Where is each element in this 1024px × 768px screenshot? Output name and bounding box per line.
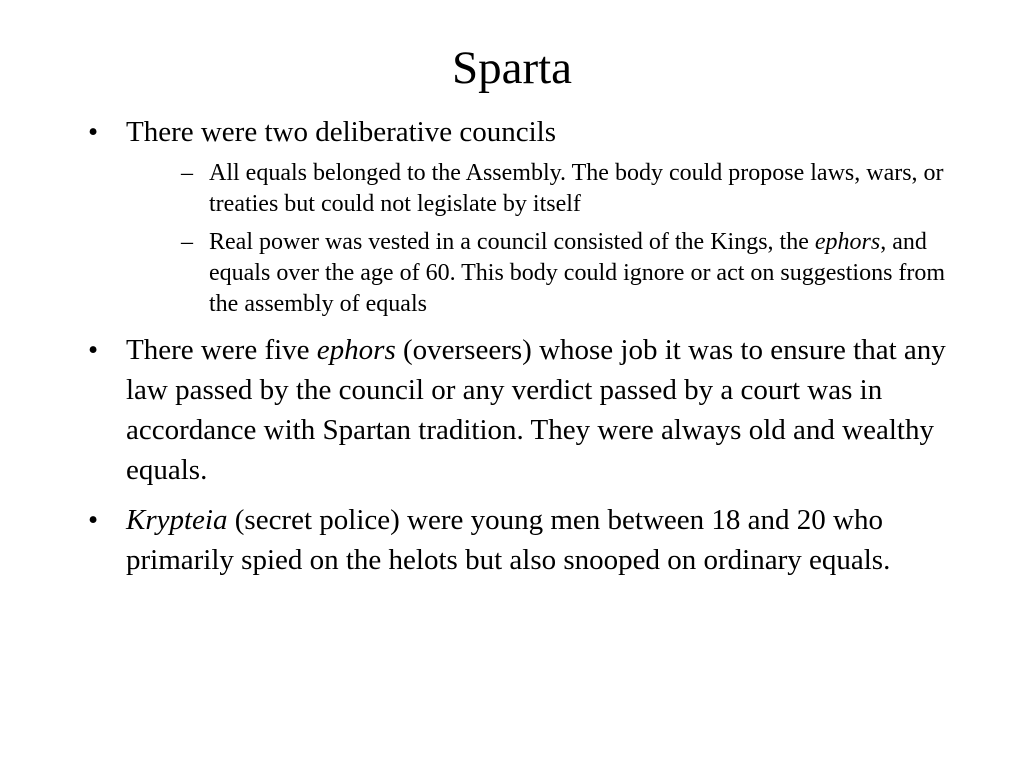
- slide-body: [88, 112, 968, 590]
- sub-bullet-marker: –: [181, 229, 193, 255]
- slide-title: Sparta: [451, 42, 573, 94]
- sub-bullet-text-pre: Real power was vested in a council consisted of the Kings, the: [209, 229, 815, 255]
- bullet-item: [88, 112, 968, 320]
- bullet-text: There were two deliberative councils: [126, 116, 556, 148]
- bullet-text-italic: ephors: [316, 334, 396, 366]
- bullet-item: [88, 330, 968, 490]
- bullet-text-pre: There were five: [126, 334, 317, 366]
- sub-bullet-marker: –: [181, 160, 193, 186]
- bullet-text-italic: Krypteia: [126, 504, 228, 536]
- sub-bullet-text-post: , and equals over the age of 60. This body could ignore or act on suggestions from the assembly of equals: [209, 229, 946, 317]
- bullet-marker: •: [88, 334, 99, 366]
- sub-bullet-item: [126, 158, 968, 220]
- bullet-text-post: (secret police) were young men between 18 and 20 who primarily spied on the helots but also snooped on ordinary equals.: [126, 504, 891, 576]
- bullet-marker: •: [88, 504, 99, 536]
- sub-bullet-text: All equals belonged to the Assembly. The body could propose laws, wars, or treaties but could not legislate by itself: [209, 160, 944, 217]
- sub-list: [126, 158, 968, 320]
- sub-bullet-text-italic: ephors: [814, 229, 881, 255]
- bullet-marker: •: [88, 116, 99, 148]
- bullet-item: [88, 500, 968, 580]
- bullet-text-post: (overseers) whose job it was to ensure that any law passed by the council or any verdict passed by a court was in accordance with Spartan tradition. They were always old and wealthy equals.: [126, 334, 946, 486]
- sub-bullet-item: [126, 227, 968, 320]
